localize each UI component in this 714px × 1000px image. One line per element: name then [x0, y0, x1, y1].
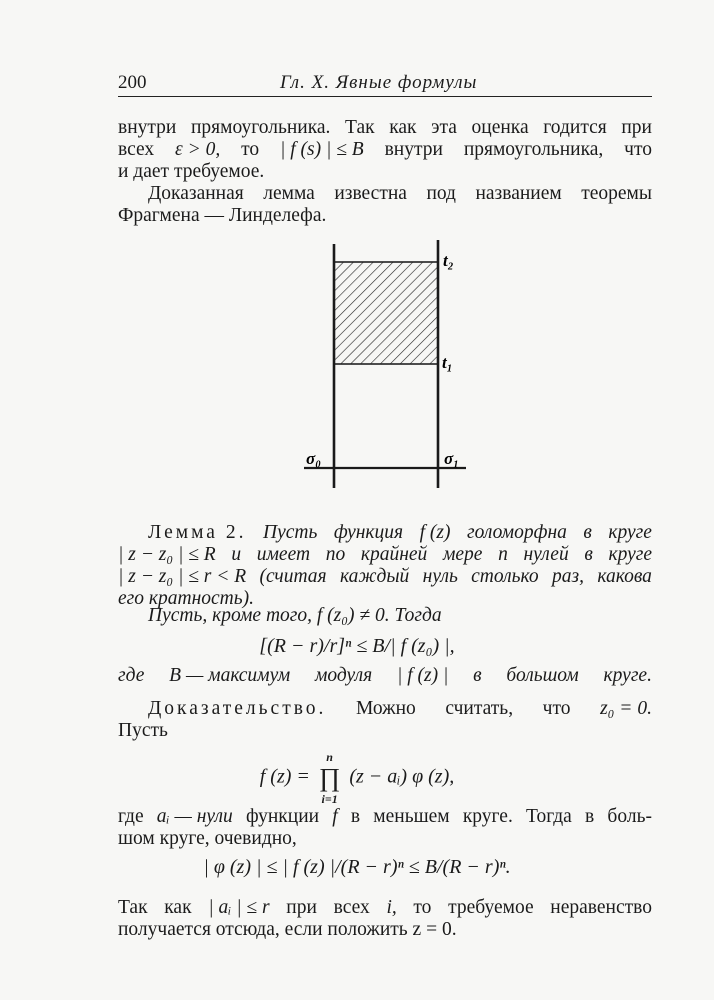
- word: при: [621, 117, 652, 138]
- word: внутри: [118, 117, 177, 138]
- word: теоремы: [581, 183, 652, 204]
- running-head: Гл. X. Явные формулы: [280, 72, 478, 93]
- phi-bound-formula: | φ (z) | ≤ | f (z) |/(R − r)ⁿ ≤ B/(R − r)ⁿ.: [203, 856, 511, 878]
- proof-line1: [148, 698, 652, 720]
- word: внутри: [384, 139, 443, 160]
- proof-line5: [118, 897, 652, 919]
- paragraph2-line1: [148, 183, 652, 205]
- word: то: [413, 897, 432, 918]
- word: столько: [471, 566, 539, 587]
- math-inline: aᵢ — нули: [156, 806, 233, 827]
- word: функция: [333, 522, 404, 543]
- word: что: [624, 139, 652, 160]
- word: лемма: [263, 183, 315, 204]
- hatched-rectangle: [334, 262, 438, 364]
- lemma-line6: [118, 665, 652, 687]
- word: где: [118, 665, 145, 686]
- math-inline: | f (s) | ≤ B: [280, 139, 364, 160]
- word: круге.: [603, 665, 652, 686]
- lemma-line3: [118, 566, 652, 588]
- math-inline: | f (z) |: [397, 665, 449, 686]
- paragraph1-line3: и дает требуемое.: [118, 161, 265, 182]
- word: в: [584, 544, 593, 565]
- word: круге: [608, 522, 652, 543]
- strip-figure: [290, 236, 480, 492]
- word: требуемое: [448, 897, 534, 918]
- word: то: [241, 139, 260, 160]
- word: всех: [333, 897, 370, 918]
- proof-line6: получается отсюда, если положить z = 0.: [118, 919, 457, 940]
- word: в: [473, 665, 482, 686]
- math-inline: i,: [386, 897, 397, 918]
- word: где: [118, 806, 144, 827]
- label-sigma0: σ₀: [306, 449, 322, 468]
- word: под: [426, 183, 456, 204]
- word: меньшем: [373, 806, 450, 827]
- word: по: [325, 544, 346, 565]
- word: какова: [597, 566, 652, 587]
- word: годится: [543, 117, 607, 138]
- word: нулей: [523, 544, 569, 565]
- word: (считая: [259, 566, 327, 587]
- lemma-line2: [118, 544, 652, 566]
- word: нуль: [422, 566, 458, 587]
- word: боль-: [607, 806, 652, 827]
- word: в: [350, 806, 361, 827]
- word: известна: [334, 183, 407, 204]
- math-inline: | aᵢ | ≤ r: [208, 897, 270, 918]
- word: что: [542, 698, 571, 719]
- word: Пусть: [262, 522, 318, 543]
- word: названием: [475, 183, 562, 204]
- lemma-heading: Лемма 2.: [148, 522, 247, 543]
- paragraph2-line2: Фрагмена — Линделефа.: [118, 205, 327, 226]
- word: неравенство: [550, 897, 652, 918]
- word: прямоугольника,: [463, 139, 604, 160]
- word: крайней: [360, 544, 428, 565]
- word: в: [585, 806, 595, 827]
- page-number: 200: [118, 72, 147, 93]
- product-operator: [319, 750, 340, 806]
- word: мере: [442, 544, 483, 565]
- word: круге: [608, 544, 652, 565]
- label-t2: t₂: [443, 251, 454, 270]
- word: каждый: [339, 566, 410, 587]
- word: f (z): [419, 522, 451, 543]
- word: круге.: [462, 806, 513, 827]
- proof-line2: Пусть: [118, 720, 168, 741]
- word: Можно: [356, 698, 416, 719]
- product-symbol: ∏: [318, 763, 341, 792]
- word: Тогда: [526, 806, 572, 827]
- math-inline: z₀ = 0.: [600, 698, 652, 719]
- proof-line3: [118, 806, 652, 828]
- word: Доказанная: [148, 183, 244, 204]
- word: Так: [118, 897, 148, 918]
- lemma-formula: [(R − r)/r]ⁿ ≤ B/| f (z₀) |,: [259, 635, 455, 657]
- paragraph1-line1: [118, 117, 652, 139]
- math-inline: ε > 0,: [175, 139, 221, 160]
- word: имеет: [256, 544, 311, 565]
- page-header: [118, 68, 652, 97]
- upper-limit: n: [326, 750, 333, 764]
- word: прямоугольника.: [190, 117, 331, 138]
- word: всех: [118, 139, 155, 160]
- label-sigma1: σ₁: [444, 449, 460, 468]
- lower-limit: i=1: [321, 792, 338, 806]
- product-formula: [0, 750, 714, 806]
- word: B — максимум: [169, 665, 291, 686]
- lemma-line4: его кратность).: [118, 588, 254, 609]
- math-inline: f: [332, 806, 338, 827]
- lemma-line1: [148, 522, 652, 544]
- word: и: [231, 544, 242, 565]
- word: раз,: [552, 566, 584, 587]
- word: в: [583, 522, 592, 543]
- lemma-line5: Пусть, кроме того, f (z₀) ≠ 0. Тогда: [148, 605, 442, 626]
- word: голоморфна: [467, 522, 567, 543]
- formula-lhs: f (z) =: [259, 765, 310, 788]
- proof-line4: шом круге, очевидно,: [118, 828, 297, 849]
- label-t1: t₁: [442, 353, 453, 372]
- word: как: [164, 897, 192, 918]
- word: n: [498, 544, 508, 565]
- word: модуля: [314, 665, 373, 686]
- paragraph1-line2: [118, 139, 652, 161]
- word: считать,: [445, 698, 514, 719]
- proof-heading: Доказательство.: [148, 698, 327, 719]
- word: эта: [431, 117, 457, 138]
- word: функции: [245, 806, 320, 827]
- word: как: [389, 117, 417, 138]
- word: большом: [506, 665, 579, 686]
- word: Так: [345, 117, 375, 138]
- formula-rhs: (z − aᵢ) φ (z),: [349, 765, 455, 788]
- word: оценка: [471, 117, 529, 138]
- math-inline: | z − z₀ | ≤ r < R: [118, 566, 247, 587]
- math-inline: | z − z₀ | ≤ R: [118, 544, 216, 565]
- word: при: [286, 897, 317, 918]
